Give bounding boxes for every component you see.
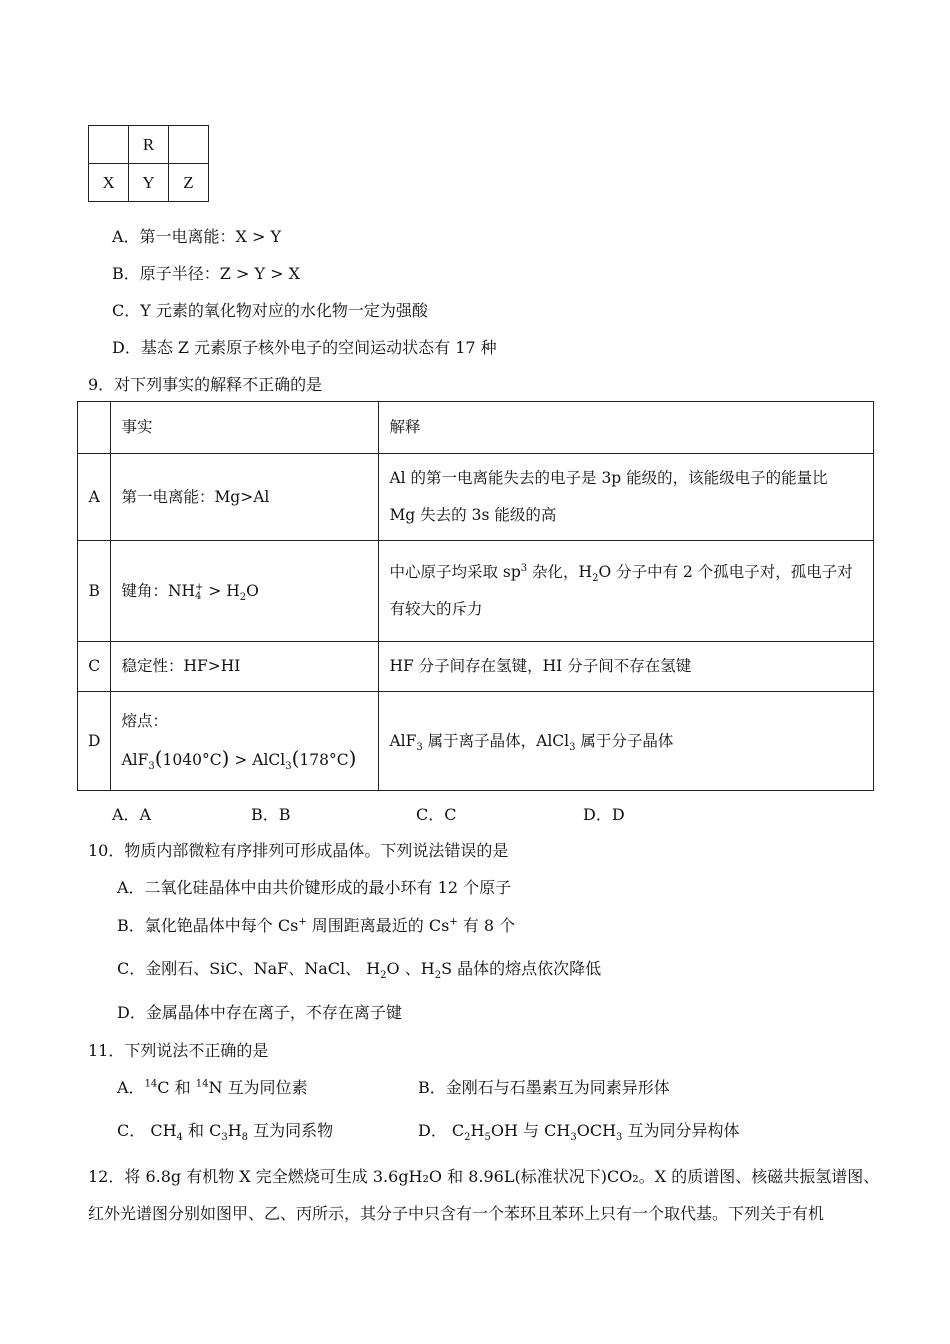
subscript: 3 — [221, 1132, 228, 1144]
grid-cell-x: X — [89, 164, 129, 202]
row-fact: 第一电离能：Mg>Al — [111, 454, 379, 541]
subscript: 3 — [285, 761, 292, 773]
reason-line: Al 的第一电离能失去的电子是 3p 能级的，该能级电子的能量比 — [389, 469, 828, 487]
option-text: 周围距离最近的 Cs — [306, 916, 450, 935]
row-label: C — [78, 642, 111, 692]
row-label: D — [78, 692, 111, 791]
reason-line: 有较大的斥力 — [389, 600, 483, 618]
option-text: 互为同分异构体 — [622, 1121, 740, 1140]
q11-option-c — [117, 1118, 334, 1144]
row-label: B — [78, 541, 111, 642]
q10-option-a: A．二氧化硅晶体中由共价键形成的最小环有 12 个原子 — [117, 878, 512, 897]
option-text: B．氯化铯晶体中每个 Cs — [117, 916, 299, 935]
header-reason: 解释 — [379, 402, 874, 454]
q8-option-d: D．基态 Z 元素原子核外电子的空间运动状态有 17 种 — [112, 338, 497, 357]
superscript: 14 — [195, 1078, 209, 1090]
table-row-b — [78, 541, 874, 642]
fact-text: 键角： — [121, 581, 168, 600]
subscript: 8 — [241, 1132, 249, 1144]
option-text: A． — [117, 1078, 145, 1097]
row-reason — [379, 692, 874, 791]
option-text: 互为同系物 — [248, 1121, 334, 1140]
superscript: + — [298, 916, 307, 928]
row-reason: HF 分子间存在氢键，HI 分子间不存在氢键 — [379, 642, 874, 692]
q9-table — [77, 401, 874, 791]
option-text: 和 C — [182, 1121, 222, 1140]
element-position-grid — [88, 125, 209, 202]
superscript: 3 — [520, 562, 528, 574]
superscript: 14 — [144, 1078, 158, 1090]
option-text: OCH — [576, 1121, 617, 1140]
q11-option-d — [418, 1118, 740, 1144]
reason-text: 属于分子晶体 — [575, 731, 674, 750]
subscript: 2 — [380, 970, 387, 982]
q9-option-b: B．B — [251, 805, 291, 824]
table-row-d — [78, 692, 874, 791]
q10-option-c — [117, 956, 602, 982]
subscript: 4 — [176, 1132, 183, 1144]
subscript: 2 — [592, 573, 599, 585]
formula: NH — [167, 581, 196, 600]
q9-option-c: C．C — [416, 805, 457, 824]
q9-stem: 9．对下列事实的解释不正确的是 — [88, 375, 323, 394]
grid-cell — [89, 126, 129, 164]
formula: AlF — [121, 751, 149, 769]
subscript: 4 — [195, 590, 202, 602]
superscript: + — [449, 916, 458, 928]
option-text: D． C — [418, 1121, 465, 1140]
reason-text: O 分子中有 2 个孤电子对，孤电子对 — [598, 563, 853, 581]
q8-option-b: B．原子半径：Z > Y > X — [112, 264, 300, 283]
option-text: C 和 — [157, 1078, 196, 1097]
q9-option-a: A．A — [112, 805, 152, 824]
option-text: O 、H — [386, 959, 435, 978]
reason-line — [389, 554, 863, 591]
formula: > H — [203, 581, 240, 600]
option-text: 有 8 个 — [457, 916, 516, 935]
table-cell — [78, 402, 111, 454]
header-fact: 事实 — [111, 402, 379, 454]
q11-option-a — [117, 1075, 308, 1098]
q10-option-b — [117, 913, 515, 936]
row-fact — [111, 692, 379, 791]
grid-cell — [169, 126, 209, 164]
option-text: S 晶体的熔点依次降低 — [441, 959, 602, 978]
subscript: 2 — [434, 970, 442, 982]
q10-option-d: D．金属晶体中存在离子，不存在离子键 — [117, 1003, 402, 1022]
q11-stem: 11．下列说法不正确的是 — [88, 1041, 269, 1060]
subscript: 3 — [570, 1132, 577, 1144]
grid-cell-y: Y — [129, 164, 169, 202]
option-text: C． CH — [117, 1121, 177, 1140]
formula: O — [246, 581, 259, 600]
formula: AlF — [389, 731, 417, 750]
temperature: 178°C — [299, 751, 349, 769]
formula: > AlCl — [229, 751, 286, 769]
fact-line: 熔点： — [121, 712, 168, 730]
q12-line-1: 12．将 6.8g 有机物 X 完全燃烧可生成 3.6gH₂O 和 8.96L(标准状况下)CO₂。X 的质谱图、核磁共振氢谱图、 — [88, 1167, 880, 1186]
option-text: N 互为同位素 — [208, 1078, 308, 1097]
subscript: 2 — [239, 591, 247, 603]
row-fact: 稳定性：HF>HI — [111, 642, 379, 692]
grid-cell-z: Z — [169, 164, 209, 202]
q9-option-d: D．D — [583, 805, 625, 824]
superscript: + — [195, 581, 204, 593]
option-text: OH 与 CH — [490, 1121, 571, 1140]
reason-line: Mg 失去的 3s 能级的高 — [389, 506, 557, 524]
temperature: 1040°C — [162, 751, 222, 769]
subscript: 5 — [484, 1132, 491, 1144]
reason-text: 杂化，H — [527, 563, 593, 581]
q11-option-b: B．金刚石与石墨素互为同素异形体 — [418, 1078, 670, 1097]
q10-stem: 10．物质内部微粒有序排列可形成晶体。下列说法错误的是 — [88, 841, 509, 860]
fact-line: AlF$_3$(1040°C) > AlCl$_3$(178°C) — [121, 746, 357, 773]
table-row-c — [78, 642, 874, 692]
option-text: C．金刚石、SiC、NaF、NaCl、 H — [117, 959, 381, 978]
row-reason — [379, 454, 874, 541]
option-text: H — [470, 1121, 485, 1140]
subscript: 3 — [569, 741, 576, 753]
grid-cell-r: R — [129, 126, 169, 164]
reason-text: 属于离子晶体，AlCl — [422, 731, 570, 750]
subscript: 3 — [416, 741, 423, 753]
subscript: 3 — [148, 761, 155, 773]
table-header-row — [78, 402, 874, 454]
row-fact — [111, 541, 379, 642]
row-reason — [379, 541, 874, 642]
option-text: H — [227, 1121, 242, 1140]
row-label: A — [78, 454, 111, 541]
q12-line-2: 红外光谱图分别如图甲、乙、丙所示，其分子中只含有一个苯环且苯环上只有一个取代基。下列关于有机 — [88, 1204, 825, 1223]
q8-option-a: A．第一电离能：X > Y — [112, 227, 282, 246]
table-row-a — [78, 454, 874, 541]
reason-text: 中心原子均采取 sp — [389, 563, 521, 581]
subscript: 2 — [464, 1132, 471, 1144]
q8-option-c: C．Y 元素的氧化物对应的水化物一定为强酸 — [112, 301, 428, 320]
subscript: 3 — [616, 1132, 623, 1144]
